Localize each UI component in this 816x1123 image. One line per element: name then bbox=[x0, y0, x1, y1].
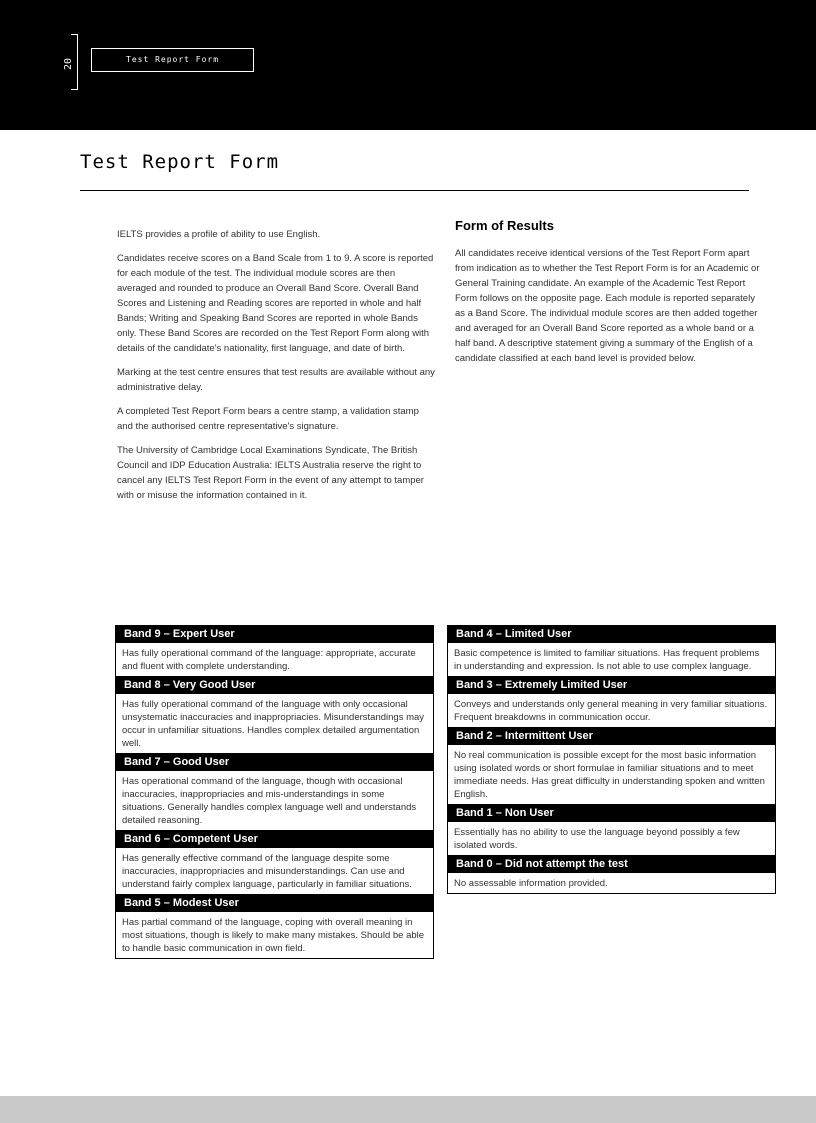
left-column bbox=[117, 227, 435, 512]
band-card bbox=[447, 625, 776, 677]
band-description: Basic competence is limited to familiar situations. Has frequent problems in understanding and expression. Is not able to use complex language. bbox=[454, 648, 760, 672]
band-description: Essentially has no ability to use the language beyond possibly a few isolated words. bbox=[454, 827, 740, 851]
header-bar bbox=[0, 0, 816, 130]
page-number: 20 bbox=[63, 57, 74, 71]
band-list-right bbox=[447, 625, 776, 894]
band-title: Band 7 – Good User bbox=[116, 754, 433, 771]
band-description: Has operational command of the language, though with occasional inaccuracies, inappropriacies and mis-understandings in some situations. Generally handles complex language well and understands detailed reasoning. bbox=[122, 776, 417, 826]
paragraph: Marking at the test centre ensures that test results are available without any administrative delay. bbox=[117, 367, 435, 393]
band-description: Has partial command of the language, coping with overall meaning in most situations, though is likely to make many mistakes. Should be able to handle basic communication in own field. bbox=[122, 917, 425, 954]
right-column bbox=[455, 218, 767, 375]
page-title: Test Report Form bbox=[80, 151, 280, 173]
band-card bbox=[115, 754, 434, 831]
band-title: Band 9 – Expert User bbox=[116, 626, 433, 643]
paragraph: IELTS provides a profile of ability to use English. bbox=[117, 229, 321, 240]
band-title: Band 1 – Non User bbox=[448, 805, 775, 822]
title-divider bbox=[80, 190, 749, 191]
band-card bbox=[115, 831, 434, 895]
footer-band bbox=[0, 1096, 816, 1123]
band-card bbox=[447, 805, 776, 856]
section-heading: Form of Results bbox=[455, 218, 554, 233]
band-card bbox=[447, 677, 776, 728]
band-card bbox=[115, 895, 434, 959]
section-label: Test Report Form bbox=[91, 48, 254, 72]
band-title: Band 6 – Competent User bbox=[116, 831, 433, 848]
band-description: No assessable information provided. bbox=[454, 878, 608, 889]
band-title: Band 3 – Extremely Limited User bbox=[448, 677, 775, 694]
band-title: Band 0 – Did not attempt the test bbox=[448, 856, 775, 873]
paragraph: All candidates receive identical versions of the Test Report Form apart from indication as to whether the Test Report Form is for an Academic or General Training candidate. An example of the Academic Test Report Form follows on the opposite page. Each module is reported separately as a Band Score. The individual module scores are then added together and averaged for an Overall Band Score reported as a whole band or a half band. A descriptive statement giving a summary of the English of a candidate classified at each band level is provided below. bbox=[455, 248, 760, 364]
band-card bbox=[447, 856, 776, 894]
band-description: Has fully operational command of the language: appropriate, accurate and fluent with complete understanding. bbox=[122, 648, 416, 672]
paragraph: A completed Test Report Form bears a centre stamp, a validation stamp and the authorised centre representative's signature. bbox=[117, 406, 419, 432]
paragraph: The University of Cambridge Local Examinations Syndicate, The British Council and IDP Education Australia: IELTS Australia reserve the right to cancel any IELTS Test Report Form in the event of any attempt to tamper with or misuse the information contained in it. bbox=[117, 445, 424, 501]
band-description: No real communication is possible except for the most basic information using isolated words or short formulae in familiar situations and to meet immediate needs. Has great difficulty in understanding spoken and written English. bbox=[454, 750, 765, 800]
paragraph: Candidates receive scores on a Band Scale from 1 to 9. A score is reported for each module of the test. The individual module scores are then averaged and rounded to produce an Overall Band Score. Overall Band Scores and Listening and Reading scores are reported in whole and half Bands; Writing and Speaking Band Scores are reported in whole Bands only. These Band Scores are recorded on the Test Report Form along with details of the candidate's nationality, first language, and date of birth. bbox=[117, 253, 434, 354]
band-description: Has fully operational command of the language with only occasional unsystematic inaccuracies and inappropriacies. Misunderstandings may occur in unfamiliar situations. Handles complex detailed argumentation well. bbox=[122, 699, 425, 749]
band-title: Band 4 – Limited User bbox=[448, 626, 775, 643]
band-card bbox=[115, 625, 434, 677]
band-description: Conveys and understands only general meaning in very familiar situations. Frequent breakdowns in communication occur. bbox=[454, 699, 768, 723]
band-card bbox=[447, 728, 776, 805]
band-title: Band 2 – Intermittent User bbox=[448, 728, 775, 745]
band-card bbox=[115, 677, 434, 754]
band-list-left bbox=[115, 625, 434, 959]
band-title: Band 5 – Modest User bbox=[116, 895, 433, 912]
band-description: Has generally effective command of the language despite some inaccuracies, inappropriacies and misunderstandings. Can use and understand fairly complex language, particularly in familiar situations. bbox=[122, 853, 412, 890]
band-title: Band 8 – Very Good User bbox=[116, 677, 433, 694]
